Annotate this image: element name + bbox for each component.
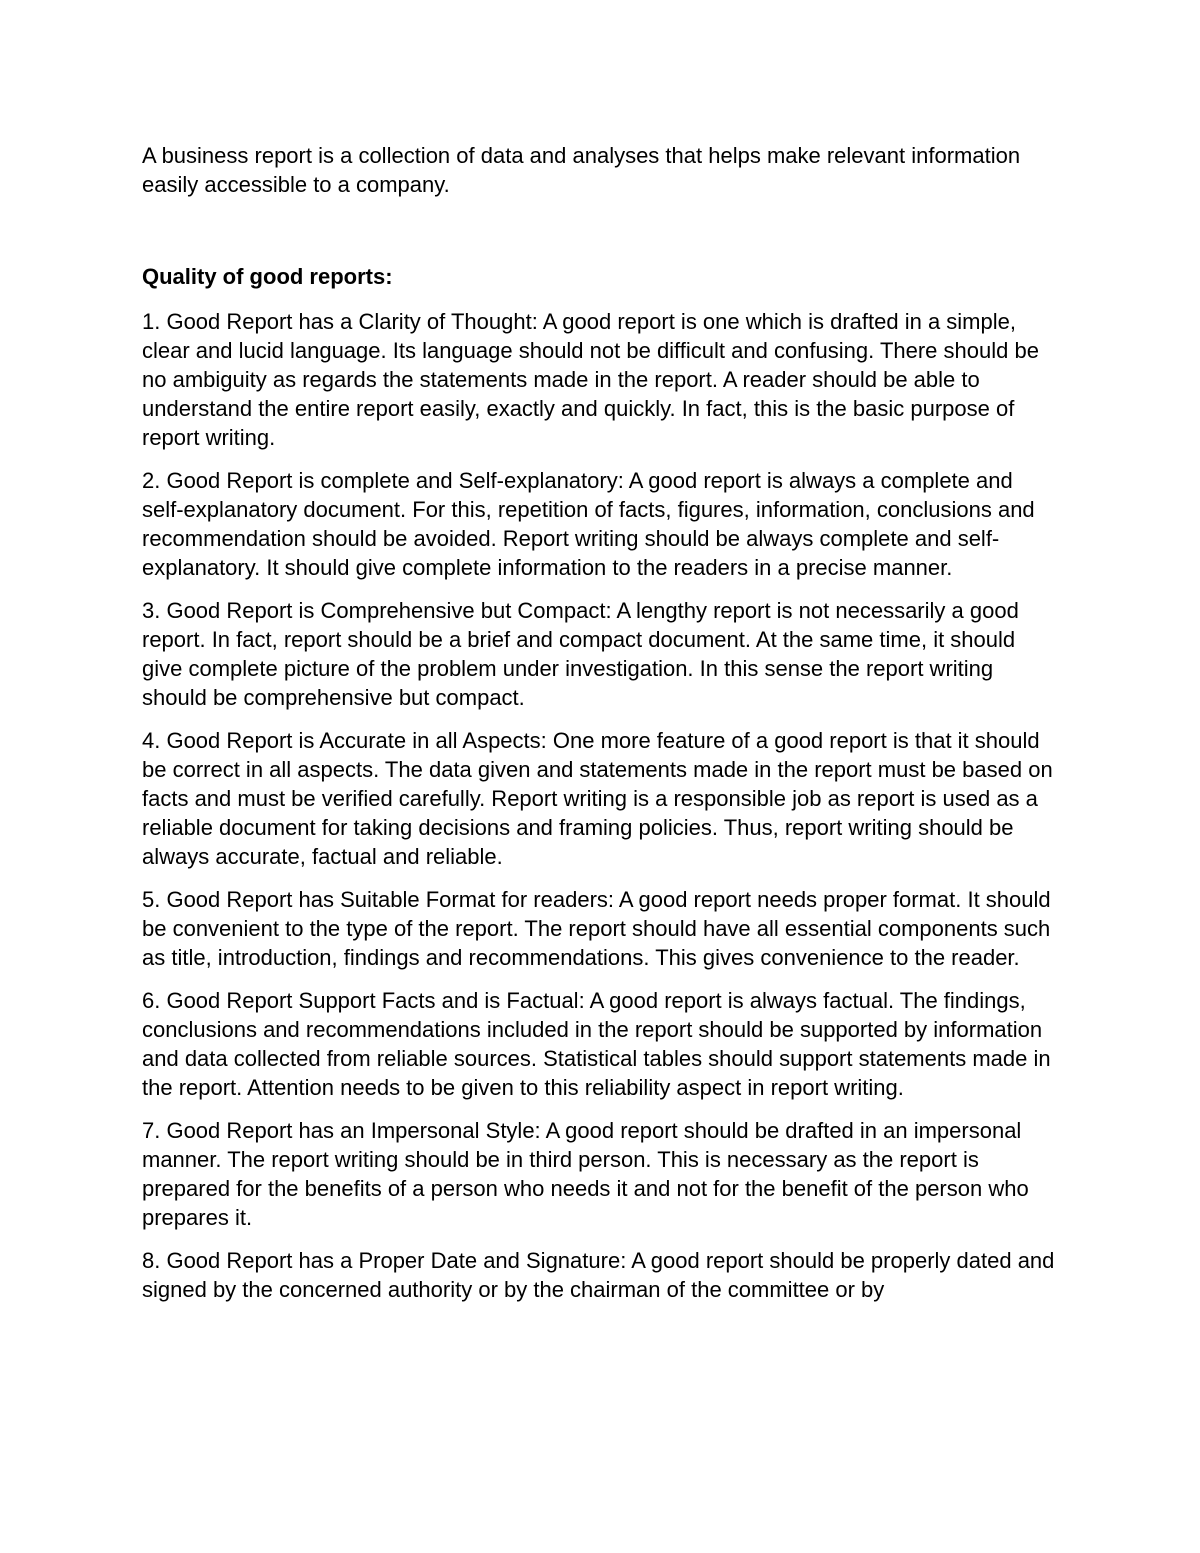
document-body (142, 141, 1060, 1304)
list-item-8: 8. Good Report has a Proper Date and Signature: A good report should be properly dated and signed by the concerned authority or by the chairman of the committee or by (142, 1248, 1055, 1302)
list-item-5: 5. Good Report has Suitable Format for readers: A good report needs proper format. It should be convenient to the type of the report. The report should have all essential components such as title, introduction, findings and recommendations. This gives convenience to the reader. (142, 887, 1051, 970)
section-heading: Quality of good reports: (142, 264, 393, 289)
list-item-2: 2. Good Report is complete and Self-explanatory: A good report is always a complete and self-explanatory document. For this, repetition of facts, figures, information, conclusions and recommendation should be avoided. Report writing should be always complete and self-explanatory. It should give complete information to the readers in a precise manner. (142, 468, 1035, 580)
list-item-3: 3. Good Report is Comprehensive but Compact: A lengthy report is not necessarily a good report. In fact, report should be a brief and compact document. At the same time, it should give complete picture of the problem under investigation. In this sense the report writing should be comprehensive but compact. (142, 598, 1019, 710)
list-item-6: 6. Good Report Support Facts and is Factual: A good report is always factual. The findings, conclusions and recommendations included in the report should be supported by information and data collected from reliable sources. Statistical tables should support statements made in the report. Attention needs to be given to this reliability aspect in report writing. (142, 988, 1051, 1100)
list-item-1: 1. Good Report has a Clarity of Thought: A good report is one which is drafted in a simple, clear and lucid language. Its language should not be difficult and confusing. There should be no ambiguity as regards the statements made in the report. A reader should be able to understand the entire report easily, exactly and quickly. In fact, this is the basic purpose of report writing. (142, 309, 1039, 450)
list-item-7: 7. Good Report has an Impersonal Style: A good report should be drafted in an impersonal manner. The report writing should be in third person. This is necessary as the report is prepared for the benefits of a person who needs it and not for the benefit of the person who prepares it. (142, 1118, 1029, 1230)
intro-paragraph: A business report is a collection of data and analyses that helps make relevant information easily accessible to a company. (142, 143, 1021, 197)
list-item-4: 4. Good Report is Accurate in all Aspects: One more feature of a good report is that it should be correct in all aspects. The data given and statements made in the report must be based on facts and must be verified carefully. Report writing is a responsible job as report is used as a reliable document for taking decisions and framing policies. Thus, report writing should be always accurate, factual and reliable. (142, 728, 1053, 869)
